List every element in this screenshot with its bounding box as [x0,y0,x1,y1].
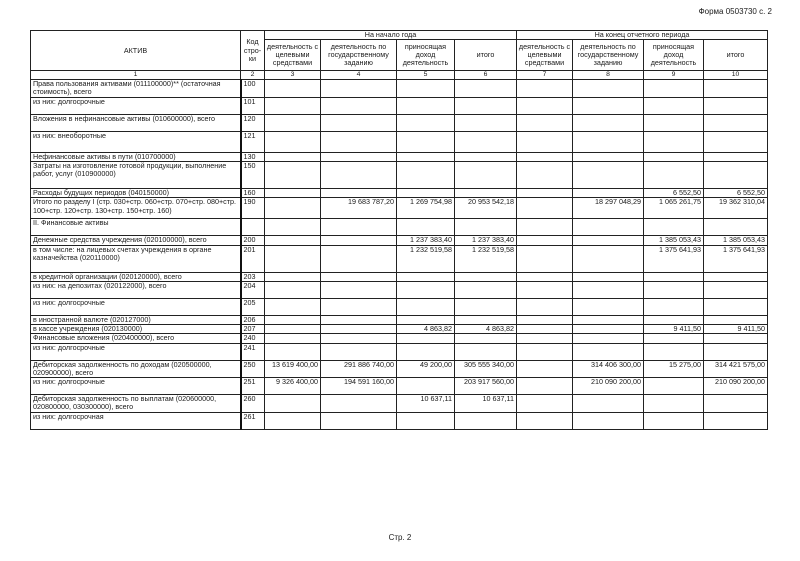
value-cell [455,281,517,298]
header-code: Код стро-ки [241,31,265,71]
value-cell [644,219,704,236]
value-cell: 1 375 641,93 [644,245,704,272]
column-number: 1 [31,71,241,80]
value-cell [704,343,768,360]
row-code: 101 [241,97,265,114]
value-cell [397,281,455,298]
value-cell [321,188,397,197]
value-cell [321,395,397,413]
value-cell [704,334,768,343]
column-number: 5 [397,71,455,80]
value-cell [517,80,573,98]
value-cell [517,315,573,324]
value-cell: 1 375 641,93 [704,245,768,272]
value-cell [455,152,517,161]
value-cell [265,325,321,334]
value-cell [321,343,397,360]
value-cell [265,245,321,272]
value-cell: 9 411,50 [704,325,768,334]
value-cell [644,161,704,188]
column-number: 10 [704,71,768,80]
value-cell: 1 237 383,40 [455,236,517,245]
table-row [31,298,768,315]
row-label: в кредитной организации (020120000), всего [31,272,241,281]
value-cell [573,245,644,272]
table-row [31,114,768,131]
value-cell [573,298,644,315]
row-label: Нефинансовые активы в пути (010700000) [31,152,241,161]
value-cell [397,161,455,188]
value-cell [397,219,455,236]
row-label: из них: на депозитах (020122000), всего [31,281,241,298]
value-cell [704,272,768,281]
value-cell [644,131,704,152]
value-cell [265,219,321,236]
value-cell [455,188,517,197]
value-cell [704,395,768,413]
row-code: 203 [241,272,265,281]
table-row [31,395,768,413]
value-cell [517,114,573,131]
table-row [31,152,768,161]
table-row [31,131,768,152]
value-cell [644,334,704,343]
value-cell [644,80,704,98]
value-cell [644,412,704,429]
value-cell [704,114,768,131]
value-cell: 10 637,11 [455,395,517,413]
header-aktiv: АКТИВ [31,31,241,71]
value-cell: 1 385 053,43 [704,236,768,245]
row-code: 251 [241,378,265,395]
row-code: 201 [241,245,265,272]
value-cell [644,152,704,161]
row-label: Дебиторская задолженность по доходам (020500000, 020900000), всего [31,360,241,378]
header-end-of-period: На конец отчетного периода [517,31,768,40]
value-cell: 1 385 053,43 [644,236,704,245]
table-row [31,343,768,360]
value-cell [321,334,397,343]
header-subcol: деятельность по государственному заданию [321,40,397,71]
column-number: 3 [265,71,321,80]
value-cell: 291 886 740,00 [321,360,397,378]
value-cell: 1 237 383,40 [397,236,455,245]
row-label: Вложения в нефинансовые активы (010600000), всего [31,114,241,131]
value-cell [704,281,768,298]
column-number: 9 [644,71,704,80]
header-subcol: деятельность с целевыми средствами [517,40,573,71]
value-cell [321,412,397,429]
row-label: Финансовые вложения (020400000), всего [31,334,241,343]
value-cell [397,343,455,360]
value-cell [517,198,573,219]
value-cell [573,236,644,245]
value-cell [644,343,704,360]
row-code: 130 [241,152,265,161]
value-cell [265,131,321,152]
value-cell [321,272,397,281]
value-cell [455,334,517,343]
value-cell [455,219,517,236]
value-cell [573,325,644,334]
balance-sheet-table [30,30,768,430]
row-code: 190 [241,198,265,219]
value-cell [265,80,321,98]
table-row [31,272,768,281]
row-code: 121 [241,131,265,152]
value-cell: 19 683 787,20 [321,198,397,219]
row-code: 150 [241,161,265,188]
value-cell [644,272,704,281]
value-cell: 1 232 519,58 [455,245,517,272]
value-cell [265,236,321,245]
table-row [31,219,768,236]
value-cell [644,97,704,114]
column-number: 6 [455,71,517,80]
row-label: из них: долгосрочные [31,298,241,315]
value-cell: 210 090 200,00 [704,378,768,395]
value-cell [455,315,517,324]
form-number-label: Форма 0503730 с. 2 [698,7,772,16]
header-subcol: деятельность с целевыми средствами [265,40,321,71]
value-cell [455,114,517,131]
value-cell [397,378,455,395]
row-code [241,219,265,236]
row-label: из них: долгосрочные [31,97,241,114]
row-code: 241 [241,343,265,360]
row-label: в иностранной валюте (020127000) [31,315,241,324]
value-cell: 4 863,82 [397,325,455,334]
value-cell [517,360,573,378]
row-code: 261 [241,412,265,429]
value-cell [704,152,768,161]
value-cell [397,188,455,197]
table-row [31,236,768,245]
row-code: 200 [241,236,265,245]
table-row [31,198,768,219]
value-cell [265,334,321,343]
value-cell [573,281,644,298]
value-cell: 6 552,50 [644,188,704,197]
value-cell [321,161,397,188]
value-cell: 10 637,11 [397,395,455,413]
value-cell [455,80,517,98]
value-cell [644,395,704,413]
value-cell [265,298,321,315]
value-cell [517,131,573,152]
table-row [31,378,768,395]
value-cell: 9 411,50 [644,325,704,334]
value-cell [644,315,704,324]
row-code: 260 [241,395,265,413]
value-cell [573,219,644,236]
value-cell [644,378,704,395]
value-cell [265,395,321,413]
value-cell: 13 619 400,00 [265,360,321,378]
value-cell [265,272,321,281]
value-cell [644,281,704,298]
value-cell [573,412,644,429]
value-cell: 49 200,00 [397,360,455,378]
table-row [31,412,768,429]
value-cell [573,343,644,360]
value-cell [321,315,397,324]
value-cell [455,412,517,429]
table-row [31,188,768,197]
value-cell [573,131,644,152]
value-cell [573,395,644,413]
value-cell [265,412,321,429]
header-subcol: итого [455,40,517,71]
value-cell [573,188,644,197]
value-cell [573,272,644,281]
table-row [31,80,768,98]
table-row [31,360,768,378]
value-cell [321,245,397,272]
header-start-of-year: На начало года [265,31,517,40]
header-subcol: приносящая доход деятельность [397,40,455,71]
table-row [31,97,768,114]
row-code: 207 [241,325,265,334]
value-cell [573,114,644,131]
value-cell [704,80,768,98]
value-cell [573,334,644,343]
value-cell [573,315,644,324]
row-label: Права пользования активами (011100000)** (остаточная стоимость), всего [31,80,241,98]
column-number: 2 [241,71,265,80]
value-cell [704,97,768,114]
value-cell [644,114,704,131]
value-cell [265,343,321,360]
row-code: 250 [241,360,265,378]
value-cell [455,161,517,188]
column-number: 8 [573,71,644,80]
value-cell [573,97,644,114]
row-code: 204 [241,281,265,298]
column-number: 7 [517,71,573,80]
value-cell [397,131,455,152]
value-cell [517,272,573,281]
header-subcol: приносящая доход деятельность [644,40,704,71]
value-cell [321,325,397,334]
table-row [31,281,768,298]
value-cell [704,161,768,188]
table-row [31,315,768,324]
value-cell [704,219,768,236]
value-cell: 194 591 160,00 [321,378,397,395]
value-cell [397,412,455,429]
value-cell [704,131,768,152]
value-cell [517,152,573,161]
row-code: 100 [241,80,265,98]
value-cell: 1 065 261,75 [644,198,704,219]
value-cell: 15 275,00 [644,360,704,378]
value-cell [321,97,397,114]
row-label: Расходы будущих периодов (040150000) [31,188,241,197]
value-cell [517,378,573,395]
row-label: в кассе учреждения (020130000) [31,325,241,334]
column-number: 4 [321,71,397,80]
row-label: Дебиторская задолженность по выплатам (020600000, 020800000, 030300000), всего [31,395,241,413]
header-subcol: итого [704,40,768,71]
value-cell [517,325,573,334]
value-cell [265,161,321,188]
value-cell [397,315,455,324]
value-cell [573,161,644,188]
value-cell [321,236,397,245]
value-cell [321,219,397,236]
value-cell [265,198,321,219]
row-label: Затраты на изготовление готовой продукции, выполнение работ, услуг (010900000) [31,161,241,188]
value-cell [321,281,397,298]
row-code: 160 [241,188,265,197]
value-cell: 4 863,82 [455,325,517,334]
value-cell: 1 232 519,58 [397,245,455,272]
row-label: из них: долгосрочные [31,343,241,360]
value-cell [517,161,573,188]
value-cell [517,97,573,114]
value-cell [321,80,397,98]
value-cell [397,298,455,315]
value-cell [321,114,397,131]
value-cell [517,298,573,315]
row-code: 205 [241,298,265,315]
value-cell [704,412,768,429]
value-cell [397,272,455,281]
value-cell [265,281,321,298]
table-row [31,334,768,343]
value-cell [265,315,321,324]
value-cell: 9 326 400,00 [265,378,321,395]
row-label: из них: внеоборотные [31,131,241,152]
row-code: 206 [241,315,265,324]
value-cell [397,97,455,114]
value-cell [321,152,397,161]
value-cell: 1 269 754,98 [397,198,455,219]
value-cell [321,131,397,152]
value-cell [517,334,573,343]
table-row [31,245,768,272]
value-cell: 314 421 575,00 [704,360,768,378]
value-cell: 314 406 300,00 [573,360,644,378]
value-cell: 18 297 048,29 [573,198,644,219]
value-cell: 305 555 340,00 [455,360,517,378]
row-label: II. Финансовые активы [31,219,241,236]
table-row [31,161,768,188]
value-cell: 20 953 542,18 [455,198,517,219]
value-cell: 19 362 310,04 [704,198,768,219]
value-cell [644,298,704,315]
value-cell [573,80,644,98]
value-cell [517,245,573,272]
value-cell [517,343,573,360]
row-code: 240 [241,334,265,343]
row-label: из них: долгосрочные [31,378,241,395]
row-label: в том числе: на лицевых счетах учреждения в органе казначейства (020110000) [31,245,241,272]
value-cell [517,395,573,413]
value-cell [455,97,517,114]
row-label: Итого по разделу I (стр. 030+стр. 060+стр. 070+стр. 080+стр. 100+стр. 120+стр. 130+стр. 150+стр. 160) [31,198,241,219]
value-cell: 210 090 200,00 [573,378,644,395]
value-cell [397,334,455,343]
value-cell [265,114,321,131]
row-label: из них: долгосрочная [31,412,241,429]
value-cell [455,131,517,152]
value-cell [455,298,517,315]
value-cell: 203 917 560,00 [455,378,517,395]
table-body [31,80,768,430]
value-cell [517,188,573,197]
value-cell [517,219,573,236]
value-cell [397,152,455,161]
value-cell [397,114,455,131]
value-cell [265,188,321,197]
value-cell [265,152,321,161]
value-cell [704,298,768,315]
value-cell [573,152,644,161]
value-cell [321,298,397,315]
header-subcol: деятельность по государственному заданию [573,40,644,71]
value-cell [455,272,517,281]
table-row [31,325,768,334]
value-cell [517,412,573,429]
row-label: Денежные средства учреждения (020100000), всего [31,236,241,245]
value-cell [455,343,517,360]
value-cell [517,281,573,298]
row-code: 120 [241,114,265,131]
page-number: Стр. 2 [388,533,412,542]
value-cell [397,80,455,98]
value-cell [265,97,321,114]
value-cell [704,315,768,324]
value-cell: 6 552,50 [704,188,768,197]
value-cell [517,236,573,245]
